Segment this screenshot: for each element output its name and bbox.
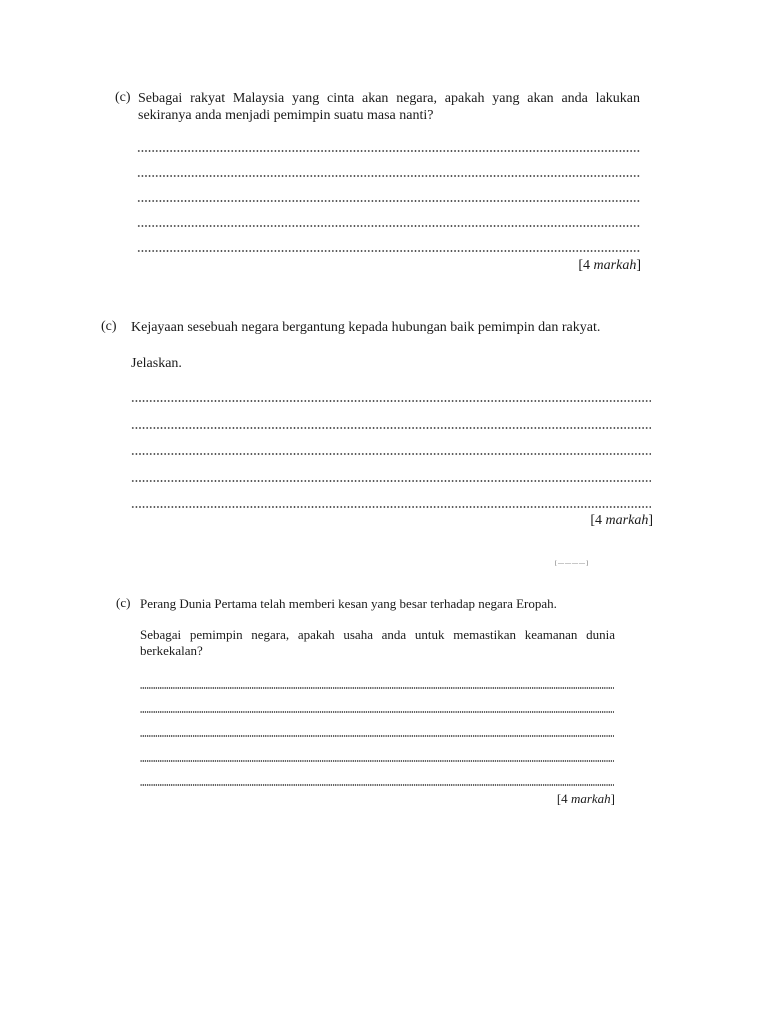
answer-line: [137, 225, 640, 227]
answer-line: [140, 760, 614, 762]
cropped-marks-fragment: [————]: [555, 561, 589, 567]
marks-label: [4 markah]: [578, 258, 641, 273]
question-3-subtext: Sebagai pemimpin negara, apakah usaha anda untuk memastikan keamanan dunia berkekalan?: [140, 627, 615, 658]
answer-line: [131, 427, 651, 429]
answer-line: [131, 453, 651, 455]
question-1-text: Sebagai rakyat Malaysia yang cinta akan negara, apakah yang akan anda lakukan sekiranya anda menjadi pemimpin suatu masa nanti?: [138, 91, 640, 123]
answer-line: [131, 400, 651, 402]
marks-label: [4 markah]: [590, 513, 653, 528]
answer-line: [137, 200, 640, 202]
answer-line: [140, 687, 614, 689]
answer-line: [137, 175, 640, 177]
answer-line: [137, 150, 640, 152]
question-2-instruction: Jelaskan.: [131, 356, 182, 371]
answer-line: [131, 480, 651, 482]
marks-label: [4 markah]: [556, 791, 615, 806]
answer-line: [140, 711, 614, 713]
answer-line: [137, 250, 640, 252]
answer-line: [140, 784, 614, 786]
question-2-label: (c): [101, 319, 117, 334]
answer-line: [140, 735, 614, 737]
question-3-text: Perang Dunia Pertama telah memberi kesan yang besar terhadap negara Eropah.: [140, 596, 557, 611]
question-1-label: (c): [115, 90, 131, 105]
answer-line: [131, 506, 651, 508]
question-2-text: Kejayaan sesebuah negara bergantung kepada hubungan baik pemimpin dan rakyat.: [131, 320, 601, 335]
question-3-label: (c): [116, 595, 131, 610]
